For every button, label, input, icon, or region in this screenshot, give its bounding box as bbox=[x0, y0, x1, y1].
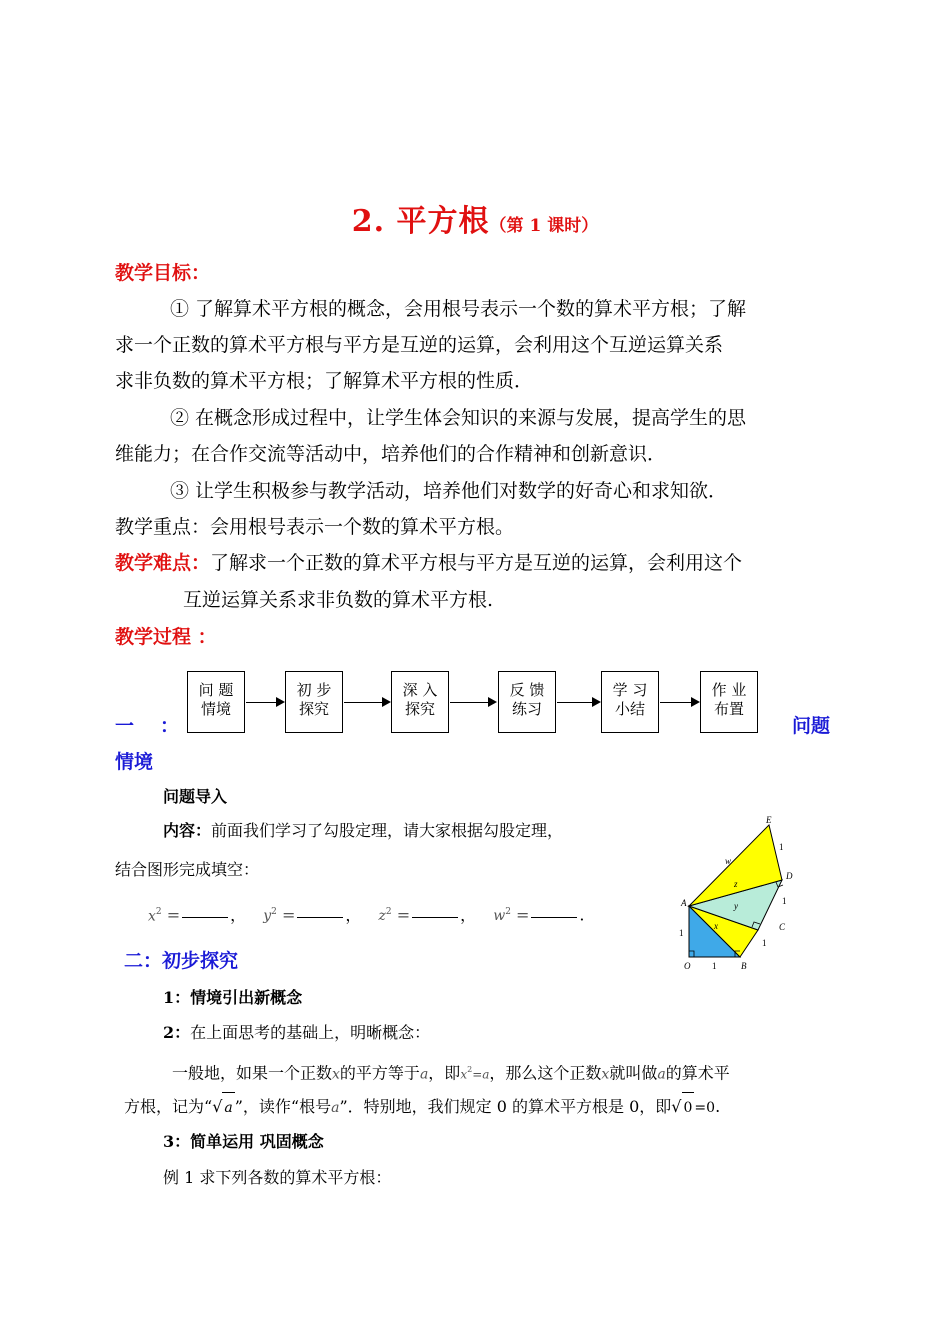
var-y: y bbox=[263, 908, 272, 925]
def2-text-b: ”，读作“根号 bbox=[234, 1097, 332, 1116]
def-text-a: 一般地，如果一个正数 bbox=[172, 1063, 333, 1083]
s2-label: 2： bbox=[163, 1023, 191, 1042]
goal1-line3: 求非负数的算术平方根；了解算术平方根的性质． bbox=[115, 370, 534, 392]
label-D: D bbox=[786, 871, 793, 881]
section1-subheading: 问题导入 bbox=[163, 787, 228, 806]
label-y: y bbox=[734, 901, 738, 911]
def-text-f: 的算术平 bbox=[665, 1063, 730, 1083]
def2-text-a: 方根，记为“ bbox=[124, 1097, 213, 1116]
example1: 例 1 求下列各数的算术平方根： bbox=[163, 1168, 392, 1187]
def-text-e: 就叫做 bbox=[609, 1063, 658, 1083]
eq-sign: = bbox=[396, 905, 411, 925]
label-B: B bbox=[741, 961, 747, 971]
goal1-line1: ① 了解算术平方根的概念，会用根号表示一个数的算术平方根；了解 bbox=[170, 298, 747, 320]
flow-arrow bbox=[450, 702, 495, 703]
sqrt-zero-radicand: 0 bbox=[682, 1092, 695, 1123]
content-text1: 前面我们学习了勾股定理，请大家根据勾股定理， bbox=[211, 821, 564, 840]
goal2-line1: ② 在概念形成过程中，让学生体会知识的来源与发展，提高学生的思 bbox=[170, 407, 747, 429]
sup-2: 2 bbox=[385, 907, 392, 917]
flow-box-5-l2: 小结 bbox=[614, 700, 645, 718]
flow-box-3-l2: 探究 bbox=[404, 700, 435, 718]
def2-text-c: ”．特别地，我们规定 0 的算术平方根是 0，即 bbox=[339, 1097, 672, 1116]
flow-box-2 bbox=[285, 671, 343, 733]
goal1-line2: 求一个正数的算术平方根与平方是互逆的运算，会利用这个互逆运算关系 bbox=[115, 334, 724, 356]
var-x: x bbox=[148, 908, 156, 925]
key-point: 教学重点：会用根号表示一个数的算术平方根。 bbox=[115, 516, 515, 538]
label-x: x bbox=[714, 921, 718, 931]
difficulty-text1: 了解求一个正数的算术平方根与平方是互逆的运算，会利用这个 bbox=[210, 552, 743, 574]
fill-blanks: $x^2$ = ， $y^2$ = ， $z^2$ = ， $w^2$ = . bbox=[148, 905, 585, 925]
flow-box-1-l1: 问 题 bbox=[198, 681, 234, 699]
def-eq-a: =a bbox=[472, 1067, 490, 1082]
content-label: 内容： bbox=[163, 821, 212, 840]
def-var-x2: x bbox=[460, 1067, 468, 1082]
sup-2: 2 bbox=[505, 907, 511, 917]
def-text-d: ，那么这个正数 bbox=[489, 1063, 602, 1083]
def-var-a2: a bbox=[657, 1066, 666, 1083]
flow-arrow bbox=[246, 702, 283, 703]
s2-text: 在上面思考的基础上，明晰概念： bbox=[190, 1023, 431, 1042]
section1-content-line1 bbox=[163, 816, 563, 846]
label-E: E bbox=[766, 815, 772, 825]
title-main: 2. 平方根 bbox=[351, 204, 490, 239]
label-A: A bbox=[681, 898, 687, 908]
def-var-a: a bbox=[419, 1066, 429, 1083]
eq-sign: = bbox=[516, 905, 530, 925]
sqrt-zero: √ 0 bbox=[671, 1097, 694, 1116]
blank-y[interactable] bbox=[297, 917, 343, 918]
sqrt-a-radicand: a bbox=[222, 1092, 234, 1123]
flow-box-2-l1: 初 步 bbox=[296, 681, 332, 699]
flow-arrow bbox=[660, 702, 698, 703]
eq-sign: = bbox=[166, 905, 181, 925]
flow-box-3-l1: 深 入 bbox=[402, 681, 438, 699]
section2-s2 bbox=[163, 1018, 430, 1048]
flow-box-4-l1: 反 馈 bbox=[509, 681, 545, 699]
definition-line2: 方根，记为“√ a ”，读作“根号a”．特别地，我们规定 0 的算术平方根是 0，即√ 0 =0. bbox=[124, 1092, 720, 1123]
label-O: O bbox=[684, 961, 691, 971]
label-z: z bbox=[734, 879, 738, 889]
sup-2: 2 bbox=[155, 907, 162, 917]
label-1-dc: 1 bbox=[782, 896, 787, 906]
flow-box-6-l1: 作 业 bbox=[711, 681, 747, 699]
eq-zero: =0 bbox=[694, 1100, 716, 1116]
label-1-ed: 1 bbox=[779, 842, 784, 852]
sqrt-a: √ a bbox=[212, 1097, 235, 1116]
pythagorean-spiral-figure bbox=[672, 812, 802, 977]
sup-2: 2 bbox=[271, 907, 277, 917]
blank-w[interactable] bbox=[531, 917, 577, 918]
process-heading: 教学过程 ： bbox=[115, 626, 217, 648]
section1-num: 一 bbox=[115, 715, 135, 737]
section2-title: 二：初步探究 bbox=[124, 950, 239, 972]
title-sub: （第 1 课时） bbox=[489, 216, 599, 236]
var-z: z bbox=[378, 908, 386, 925]
blank-z[interactable] bbox=[412, 917, 458, 918]
section1-content-line2: 结合图形完成填空： bbox=[115, 860, 260, 879]
flow-box-1 bbox=[187, 671, 245, 733]
def-var-x: x bbox=[332, 1066, 340, 1083]
flow-box-4-l2: 练习 bbox=[511, 700, 542, 718]
flow-box-4 bbox=[498, 671, 556, 733]
def-text-b: 的平方等于 bbox=[339, 1063, 420, 1083]
flow-box-5 bbox=[601, 671, 659, 733]
def2-var-a: a bbox=[331, 1100, 340, 1116]
difficulty-label: 教学难点： bbox=[115, 552, 211, 574]
difficulty-line1 bbox=[115, 545, 742, 582]
flow-arrow bbox=[557, 702, 599, 703]
def-text-c: ，即 bbox=[428, 1063, 461, 1083]
flow-box-3 bbox=[391, 671, 449, 733]
flow-box-2-l2: 探究 bbox=[298, 700, 329, 718]
goal2-line2: 维能力；在合作交流等活动中，培养他们的合作精神和创新意识． bbox=[115, 443, 667, 465]
label-C: C bbox=[779, 922, 786, 932]
label-1-cb: 1 bbox=[762, 938, 767, 948]
label-1-ob: 1 bbox=[712, 961, 717, 971]
section2-s1: 1：情境引出新概念 bbox=[163, 988, 303, 1007]
blank-x[interactable] bbox=[182, 917, 228, 918]
goals-heading: 教学目标： bbox=[115, 262, 211, 284]
page-title bbox=[0, 196, 950, 240]
section1-colon: ： bbox=[160, 715, 180, 737]
flow-box-6 bbox=[700, 671, 758, 733]
def-var-x3: x bbox=[601, 1066, 610, 1083]
eq-sign: = bbox=[281, 905, 296, 925]
var-w: w bbox=[493, 908, 506, 925]
def-sup: 2 bbox=[467, 1065, 473, 1074]
definition-line1 bbox=[172, 1055, 730, 1089]
flow-arrow bbox=[344, 702, 389, 703]
flow-box-5-l1: 学 习 bbox=[612, 681, 648, 699]
difficulty-line2: 互逆运算关系求非负数的算术平方根. bbox=[183, 589, 494, 611]
flow-box-6-l2: 布置 bbox=[713, 700, 744, 718]
label-w: w bbox=[725, 856, 732, 866]
flow-box-1-l2: 情境 bbox=[200, 700, 231, 718]
label-1-ao: 1 bbox=[679, 928, 684, 938]
section1-title-b: 情境 bbox=[115, 751, 154, 773]
section2-s3: 3：简单运用 巩固概念 bbox=[163, 1132, 324, 1151]
section1-title-a: 问题 bbox=[792, 715, 831, 737]
goal3-line: ③ 让学生积极参与教学活动，培养他们对数学的好奇心和求知欲． bbox=[170, 480, 728, 502]
